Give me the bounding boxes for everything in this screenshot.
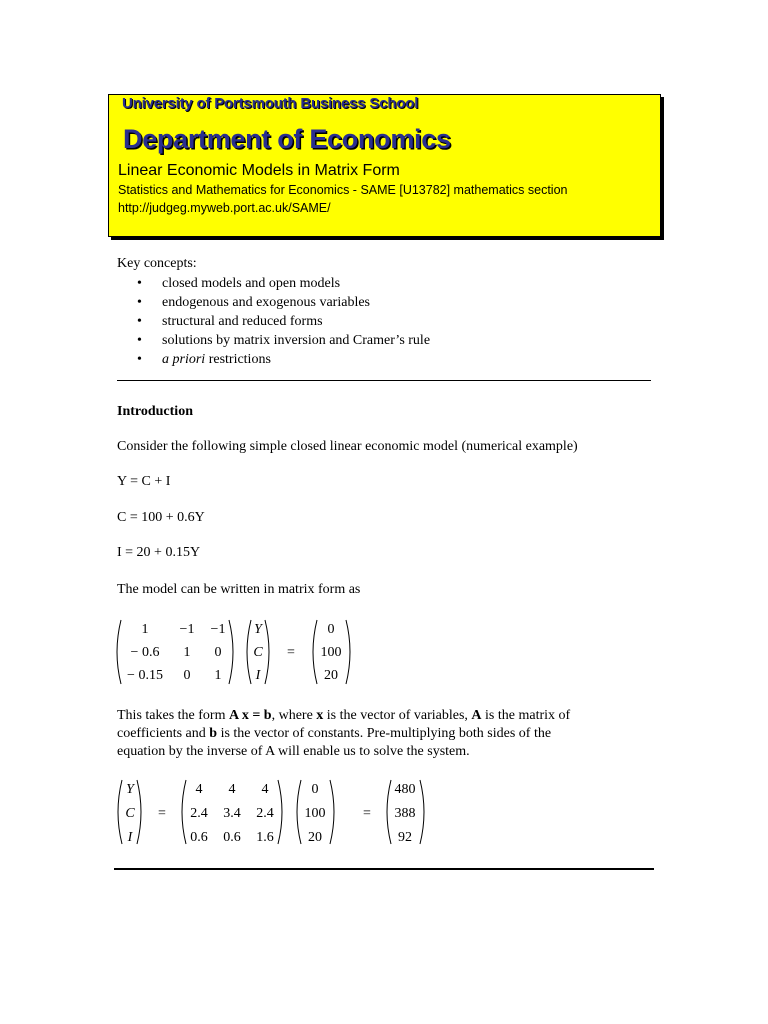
text-run: This takes the form bbox=[117, 708, 229, 723]
vector-cell: C bbox=[125, 806, 135, 821]
vector-cell: 20 bbox=[324, 668, 338, 683]
text-run: coefficients and bbox=[117, 726, 210, 741]
list-item bbox=[137, 293, 430, 312]
paragraph-intro: Consider the following simple closed linear economic model (numerical example) bbox=[117, 439, 578, 454]
text-run-bold: A bbox=[471, 708, 482, 723]
paren-open-a bbox=[117, 620, 121, 684]
header-banner bbox=[108, 94, 661, 237]
footer-divider bbox=[114, 868, 654, 870]
text-run: is the vector of constants. Pre-multiplying both sides of the bbox=[217, 726, 552, 741]
paren-close-x bbox=[137, 780, 141, 844]
list-item-text: closed models and open models bbox=[162, 276, 341, 291]
matrix-cell: − 0.6 bbox=[130, 645, 160, 660]
document-title: Linear Economic Models in Matrix Form bbox=[118, 162, 400, 179]
paren-open-ainv bbox=[182, 780, 186, 844]
matrix-cell: 1 bbox=[183, 645, 191, 660]
paragraph-matrix-form: The model can be written in matrix form as bbox=[117, 582, 361, 597]
department-logo-text: Department of Economics bbox=[123, 124, 451, 154]
bullet-icon: • bbox=[137, 352, 142, 367]
matrix-cell: 2.4 bbox=[256, 806, 274, 821]
section-divider bbox=[117, 380, 651, 381]
paren-close-a bbox=[229, 620, 233, 684]
text-run: is the matrix of bbox=[481, 708, 571, 723]
paren-close-ainv bbox=[278, 780, 282, 844]
bullet-icon: • bbox=[137, 295, 142, 310]
course-url[interactable]: http://judgeg.myweb.port.ac.uk/SAME/ bbox=[118, 201, 331, 215]
list-item-text: solutions by matrix inversion and Cramer’s rule bbox=[162, 333, 431, 348]
bullet-icon: • bbox=[137, 314, 142, 329]
matrix-cell: 1.6 bbox=[256, 830, 274, 845]
text-run: is the vector of variables, bbox=[323, 708, 472, 723]
bullet-icon: • bbox=[137, 333, 142, 348]
matrix-cell: 0 bbox=[214, 645, 222, 660]
matrix-cell: 1 bbox=[214, 668, 222, 683]
paren-open-b bbox=[297, 780, 301, 844]
vector-cell: I bbox=[127, 830, 133, 845]
course-line: Statistics and Mathematics for Economics - SAME [U13782] mathematics section bbox=[118, 183, 568, 197]
text-run-bold: A x = b bbox=[228, 708, 272, 723]
paren-close-b bbox=[330, 780, 334, 844]
vector-cell: 20 bbox=[308, 830, 322, 845]
matrix-cell: − 0.15 bbox=[127, 668, 163, 683]
key-concepts-heading: Key concepts: bbox=[117, 256, 197, 271]
paren-close-x bbox=[265, 620, 269, 684]
matrix-cell: 4 bbox=[261, 782, 269, 797]
matrix-cell: 1 bbox=[141, 622, 149, 637]
equation-i: I = 20 + 0.15Y bbox=[117, 545, 201, 560]
list-item bbox=[137, 331, 430, 350]
vector-cell: Y bbox=[254, 622, 262, 637]
matrix-equation-solution bbox=[110, 772, 440, 852]
list-item-text: structural and reduced forms bbox=[162, 314, 323, 329]
list-item-italic-text: a priori bbox=[162, 352, 206, 367]
matrix-cell: 0.6 bbox=[223, 830, 241, 845]
vector-cell: 100 bbox=[320, 645, 342, 660]
text-run-bold: b bbox=[209, 726, 218, 741]
paragraph-explanation-line2 bbox=[117, 726, 551, 743]
matrix-cell: −1 bbox=[179, 622, 195, 637]
bullet-icon: • bbox=[137, 276, 142, 291]
paren-close-result bbox=[420, 780, 424, 844]
text-run-bold: x bbox=[316, 708, 324, 723]
paren-open-b bbox=[313, 620, 317, 684]
equation-c: C = 100 + 0.6Y bbox=[117, 510, 205, 525]
vector-cell: I bbox=[255, 668, 261, 683]
equals-sign: = bbox=[158, 806, 166, 821]
matrix-cell: −1 bbox=[210, 622, 226, 637]
paren-open-result bbox=[387, 780, 391, 844]
list-item bbox=[137, 274, 430, 293]
matrix-cell: 0 bbox=[183, 668, 191, 683]
vector-cell: Y bbox=[126, 782, 134, 797]
matrix-cell: 4 bbox=[195, 782, 203, 797]
vector-cell: 0 bbox=[327, 622, 335, 637]
equals-sign: = bbox=[363, 806, 371, 821]
paragraph-explanation-line1 bbox=[117, 708, 570, 725]
key-concepts-list bbox=[137, 274, 430, 369]
paren-open-x bbox=[118, 780, 122, 844]
matrix-cell: 2.4 bbox=[190, 806, 208, 821]
vector-cell: 0 bbox=[311, 782, 319, 797]
text-run: , where bbox=[271, 708, 317, 723]
list-item-text: restrictions bbox=[205, 352, 271, 367]
vector-cell: 100 bbox=[304, 806, 326, 821]
list-item-text: endogenous and exogenous variables bbox=[162, 295, 370, 310]
paren-open-x bbox=[247, 620, 251, 684]
vector-cell: 388 bbox=[394, 806, 416, 821]
equation-y: Y = C + I bbox=[117, 474, 171, 489]
paragraph-explanation-line3: equation by the inverse of A will enable us to solve the system. bbox=[117, 744, 470, 759]
paren-close-b bbox=[346, 620, 350, 684]
matrix-cell: 0.6 bbox=[190, 830, 208, 845]
section-heading-introduction: Introduction bbox=[117, 404, 193, 419]
vector-cell: 480 bbox=[394, 782, 416, 797]
matrix-cell: 3.4 bbox=[223, 806, 241, 821]
vector-cell: C bbox=[253, 645, 263, 660]
school-logo-text: University of Portsmouth Business School bbox=[122, 95, 419, 112]
matrix-cell: 4 bbox=[228, 782, 236, 797]
matrix-equation-structural bbox=[110, 612, 360, 692]
list-item bbox=[137, 312, 430, 331]
list-item bbox=[137, 350, 430, 369]
equals-sign: = bbox=[287, 645, 295, 660]
vector-cell: 92 bbox=[398, 830, 412, 845]
